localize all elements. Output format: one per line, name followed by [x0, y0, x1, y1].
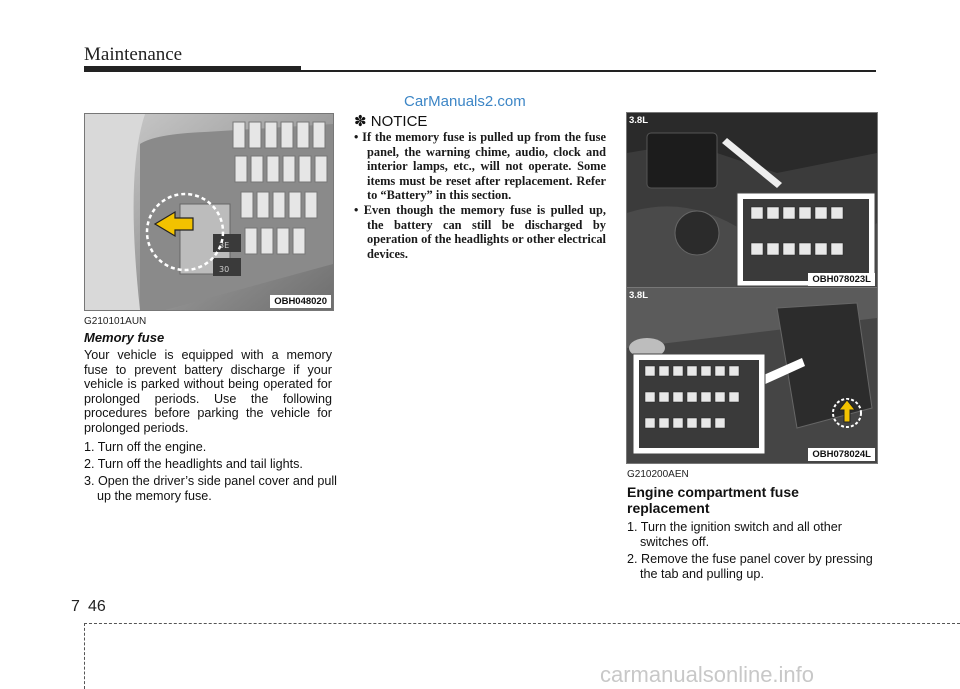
notice-list	[354, 130, 606, 261]
engine-photo-2	[626, 287, 878, 464]
header-rule-thick	[84, 66, 301, 72]
watermark-top: CarManuals2.com	[404, 93, 526, 110]
footer-vrule	[84, 623, 85, 689]
page-number: 46	[88, 598, 106, 615]
chapter-number: 7	[71, 598, 80, 615]
photo-caption: OBH078023L	[808, 273, 875, 286]
step-2: 2. Remove the fuse panel cover by pressing the tab and pulling up.	[627, 552, 873, 581]
engine-fuse-heading: Engine compartment fuse replacement	[627, 484, 799, 516]
engine-tag-1: 3.8L	[629, 115, 649, 126]
memory-fuse-photo	[84, 113, 334, 311]
fuse-label-2: 30	[219, 265, 230, 274]
section-code: G210101AUN	[84, 316, 147, 327]
notice-item: • If the memory fuse is pulled up from the fuse panel, the warning chime, audio, clock and interior lamps, etc., will not operate. Some items must be reset after replacement. Refer to “Battery” in this section.	[354, 130, 606, 203]
engine-tag-2: 3.8L	[629, 290, 649, 301]
notice-item: • Even though the memory fuse is pulled up, the battery can still be discharged by operation of the headlights or other electrical devices.	[354, 202, 606, 261]
header-rule-thin	[301, 70, 876, 72]
step-1: 1. Turn the ignition switch and all other switches off.	[627, 520, 842, 549]
step-2: 2. Turn off the headlights and tail lights.	[84, 457, 303, 471]
engine-illustration-1	[627, 113, 877, 288]
fuse-label-1: 3E	[219, 241, 230, 250]
step-1: 1. Turn off the engine.	[84, 440, 207, 454]
engine-photo-1	[626, 112, 878, 289]
step-3: 3. Open the driver’s side panel cover and pull up the memory fuse.	[84, 474, 337, 503]
section-title: Maintenance	[84, 44, 183, 65]
engine-illustration-2	[627, 288, 877, 463]
photo-caption: OBH078024L	[808, 448, 875, 461]
memory-fuse-subheading: Memory fuse	[84, 330, 165, 345]
notice-title: ✽ NOTICE	[354, 113, 428, 130]
section-code: G210200AEN	[627, 469, 689, 480]
memory-fuse-illustration	[85, 114, 333, 310]
watermark-bottom: carmanualsonline.info	[600, 662, 815, 687]
photo-caption: OBH048020	[270, 295, 331, 308]
memory-fuse-body: Your vehicle is equipped with a memory fuse to prevent battery discharge if your vehicle is parked without being operated for prolonged periods. Use the following procedures before parking the vehicle for prolonged periods.	[84, 348, 332, 435]
footer-rule	[84, 623, 960, 624]
